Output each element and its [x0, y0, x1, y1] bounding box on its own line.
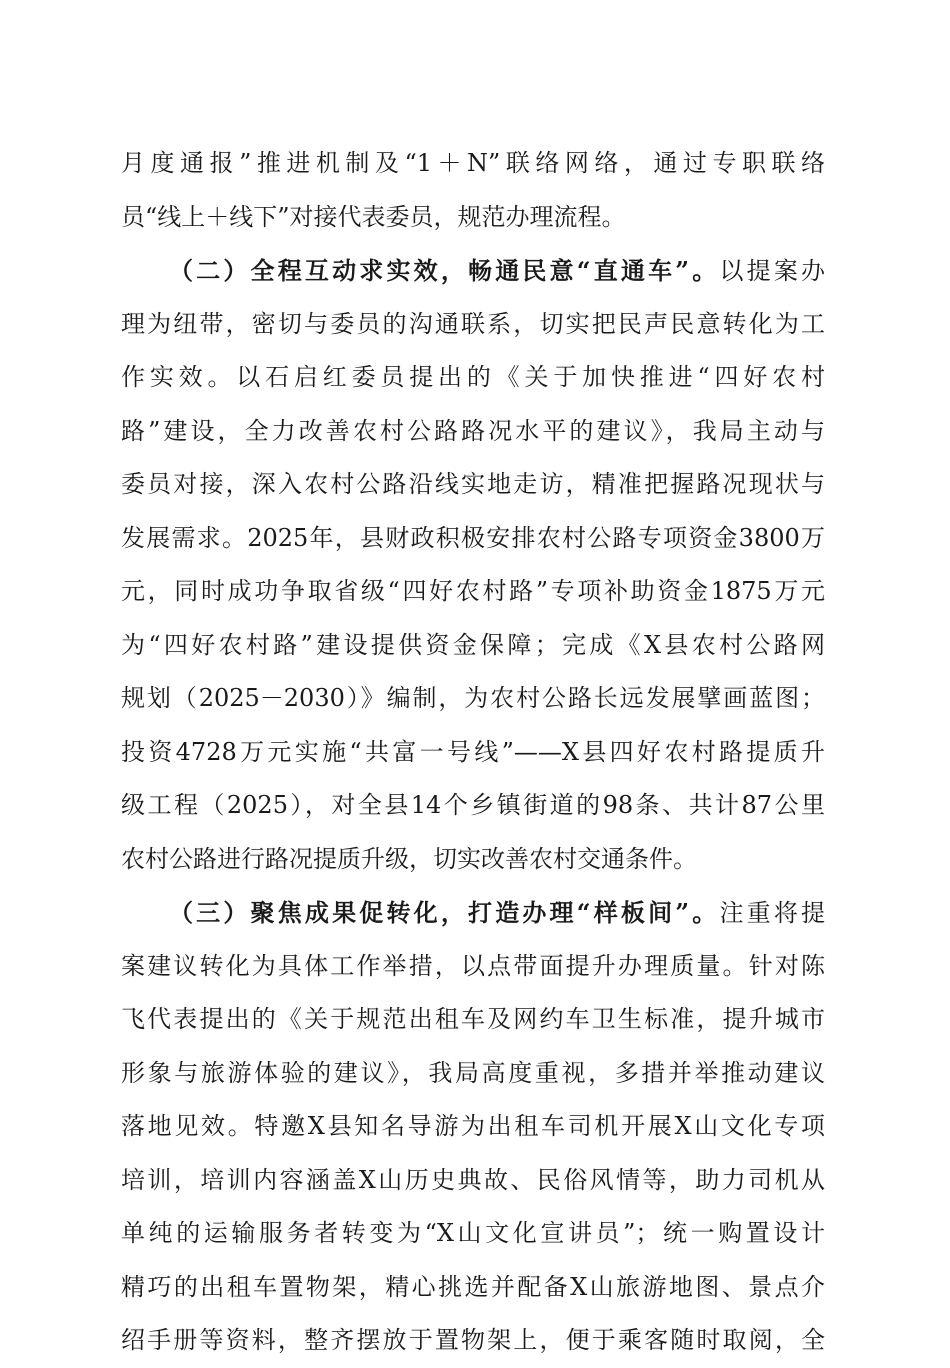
body-text: 以提案办 [719, 257, 825, 285]
body-line: 作实效。以石启红委员提出的《关于加快推进“四好农村 [121, 363, 825, 391]
body-line: 元，同时成功争取省级“四好农村路”专项补助资金1875万元 [121, 577, 825, 605]
body-line: 落地见效。特邀X县知名导游为出租车司机开展X山文化专项 [121, 1112, 825, 1140]
body-line: 投资4728万元实施“共富一号线”——X县四好农村路提质升 [121, 737, 825, 766]
body-line: 精巧的出租车置物架，精心挑选并配备X山旅游地图、景点介 [121, 1272, 825, 1301]
body-line: 发展需求。2025年，县财政积极安排农村公路专项资金3800万 [121, 523, 825, 552]
section-heading: （二）全程互动求实效，畅通民意“直通车”。 [169, 256, 720, 285]
body-line: 规划（2025－2030）》编制，为农村公路长远发展擘画蓝图； [121, 684, 825, 712]
body-line: 农村公路进行路况提质升级，切实改善农村交通条件。 [121, 844, 697, 873]
section-heading: （三）聚焦成果促转化，打造办理“样板间”。 [169, 898, 720, 927]
body-line: 理为纽带，密切与委员的沟通联系，切实把民声民意转化为工 [121, 309, 825, 338]
paragraph-first-line [121, 886, 825, 940]
body-line: 月度通报”推进机制及“1＋N”联络网络，通过专职联络 [121, 149, 825, 177]
body-line: 员“线上＋线下”对接代表委员，规范办理流程。 [121, 202, 626, 231]
body-text: 注重将提 [719, 899, 825, 927]
body-line: 委员对接，深入农村公路沿线实地走访，精准把握路况现状与 [121, 470, 825, 498]
body-line: 绍手册等资料，整齐摆放于置物架上，便于乘客随时取阅，全 [121, 1326, 825, 1354]
body-line: 路”建设，全力改善农村公路路况水平的建议》，我局主动与 [121, 416, 825, 445]
body-line: 级工程（2025），对全县14个乡镇街道的98条、共计87公里 [121, 791, 825, 819]
paragraph-first-line [121, 244, 825, 298]
document-body [121, 137, 825, 1368]
body-line: 案建议转化为具体工作举措，以点带面提升办理质量。针对陈 [121, 951, 825, 980]
body-line: 培训，培训内容涵盖X山历史典故、民俗风情等，助力司机从 [121, 1165, 825, 1194]
body-line: 单纯的运输服务者转变为“X山文化宣讲员”；统一购置设计 [121, 1219, 825, 1247]
body-line: 形象与旅游体验的建议》，我局高度重视，多措并举推动建议 [121, 1058, 825, 1087]
body-line: 为“四好农村路”建设提供资金保障；完成《X县农村公路网 [121, 630, 825, 659]
body-line: 飞代表提出的《关于规范出租车及网约车卫生标准，提升城市 [121, 1005, 825, 1033]
